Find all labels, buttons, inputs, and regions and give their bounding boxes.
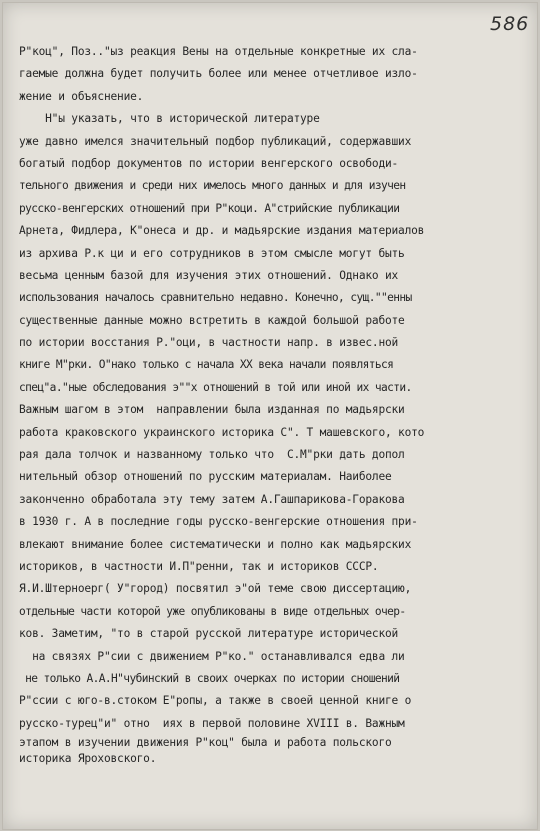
text-line: ков. Заметим, "то в старой русской литературе исторической (19, 627, 399, 641)
text-line: книге М"рки. О"нако только с начала XX века начали появляться (19, 358, 394, 372)
text-line: законченно обработала эту тему затем А.Гашпарикова-Горакова (19, 492, 405, 506)
text-line: жение и объяснение. (19, 89, 144, 103)
text-line: влекают внимание более систематически и полно как мадьярских (19, 537, 412, 551)
paragraph (19, 41, 525, 108)
paragraph (19, 108, 525, 767)
text-line: использования началось сравнительно недавно. Конечно, сущ.""енны (19, 291, 412, 305)
page-number: 586 (490, 13, 530, 35)
text-line: отдельные части которой уже опубликованы в виде отдельных очер- (19, 604, 406, 618)
text-line: Важным шагом в этом направлении была изданная по мадьярски (19, 403, 405, 417)
text-line: Арнета, Фидлера, К"онеса и др. и мадьярские издания материалов (19, 224, 425, 238)
text-line: весьма ценным базой для изучения этих отношений. Однако их (19, 268, 399, 282)
text-line: существенные данные можно встретить в каждой большой работе (19, 313, 405, 327)
text-line: историка Яроховского. (19, 752, 157, 766)
text-line: Р"коц", Поз.."ыз реакция Вены на отдельные конкретные их сла- (19, 45, 418, 58)
text-line: Н"ы указать, что в исторической литературе (19, 112, 320, 126)
text-line: богатый подбор документов по истории венгерского освободи- (19, 156, 399, 170)
document-page (2, 2, 538, 830)
typed-text-body (19, 41, 525, 767)
text-line: уже давно имелся значительный подбор публикаций, содержавших (19, 134, 412, 148)
text-line: тельного движения и среди них имелось много данных и для изучен (19, 179, 406, 193)
text-line: работа краковского украинского историка С". Т машевского, кото (19, 425, 425, 439)
text-line: гаемые должна будет получить более или менее отчетливое изло- (19, 67, 418, 81)
text-line: из архива Р.к ци и его сотрудников в этом смысле могут быть (19, 246, 405, 260)
text-line: русско-венгерских отношений при Р"коци. А"стрийские публикации (19, 201, 400, 215)
text-line: в 1930 г. А в последние годы русско-венгерские отношения при- (19, 515, 418, 529)
text-line: этапом в изучении движения Р"коц" была и работа польского (19, 736, 392, 750)
text-line: русско-турец"и" отно иях в первой половине XVIII в. Важным (19, 716, 405, 730)
text-line: на связях Р"сии с движением Р"ко." останавливался едва ли (19, 649, 405, 663)
text-line: Р"ссии с юго-в.стоком Е"ропы, а также в своей ценной книге о (19, 694, 412, 708)
text-line: не только А.А.Н"чубинский в своих очерках по истории сношений (19, 671, 400, 685)
text-line: Я.И.Штерноерг( У"город) посвятил э"ой теме свою диссертацию, (19, 582, 412, 596)
text-line: рая дала толчок и названному только что С.М"рки дать допол (19, 448, 405, 462)
text-line: нительный обзор отношений по русским материалам. Наиболее (19, 470, 392, 484)
text-line: историков, в частности И.П"ренни, так и историков СССР. (19, 559, 379, 573)
text-line: спец"а."ные обследования э""х отношений в той или иной их части. (19, 380, 412, 394)
text-line: по истории восстания Р."оци, в частности напр. в извес.ной (19, 336, 399, 350)
